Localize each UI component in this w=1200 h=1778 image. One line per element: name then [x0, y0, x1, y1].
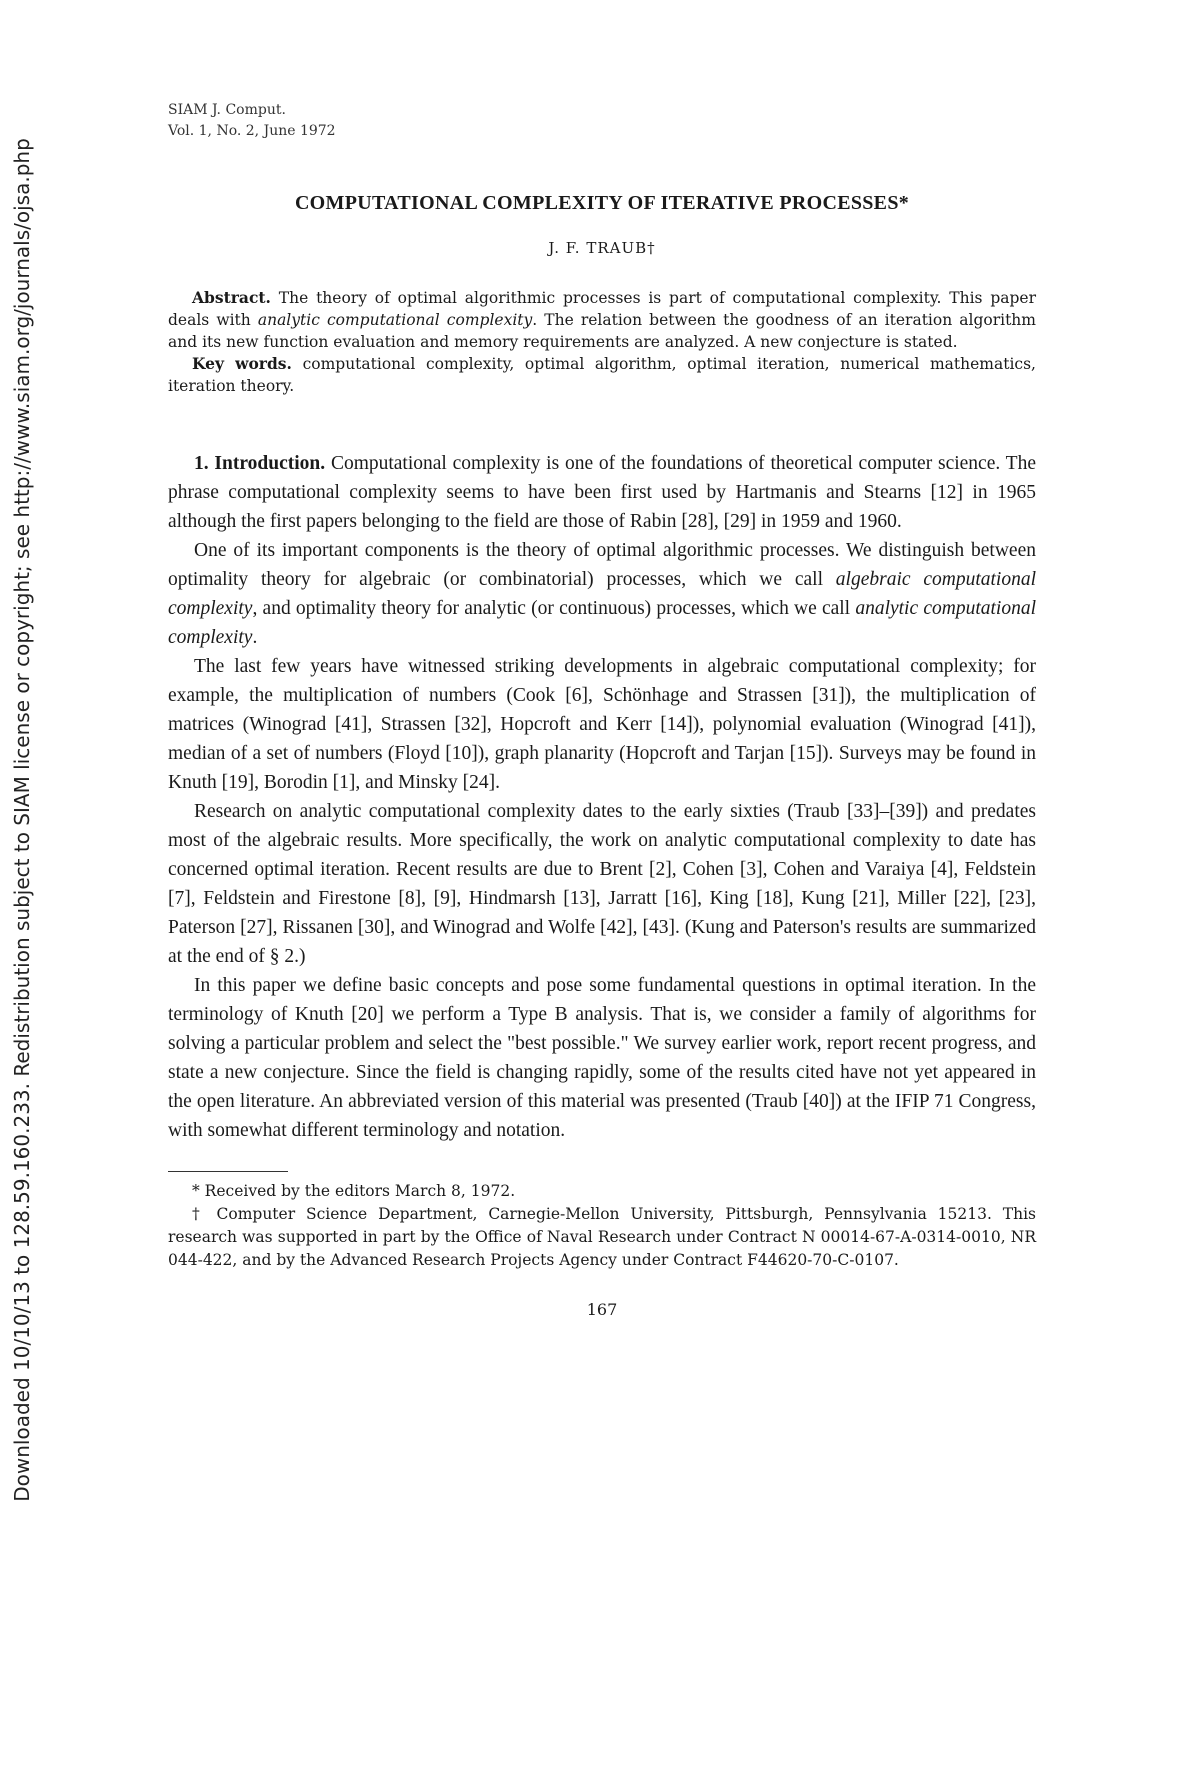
download-notice-text: Downloaded 10/10/13 to 128.59.160.233. Redistribution subject to SIAM license or copyright; see http://www.siam.org/journals/ojsa.php: [10, 138, 35, 1502]
intro-p1-text: Computational complexity is one of the foundations of theoretical computer science. The phrase computational complexity seems to have been first used by Hartmanis and Stearns [12] in 1965 although the first papers belonging to the field are those of Rabin [28], [29] in 1959 and 1960.: [168, 453, 1036, 532]
abstract-text-1: The theory of optimal algorithmic processes is part of computational complexity. This paper deals with: [168, 289, 1036, 329]
abstract-paragraph: [168, 287, 1036, 353]
intro-paragraph-3: The last few years have witnessed striking developments in algebraic computational complexity; for example, the multiplication of numbers (Cook [6], Schönhage and Strassen [31]), the multiplication of matrices (Winograd [41], Strassen [32], Hopcroft and Kerr [14]), polynomial evaluation (Winograd [41]), median of a set of numbers (Floyd [10]), graph planarity (Hopcroft and Tarjan [15]). Surveys may be found in Knuth [19], Borodin [1], and Minsky [24].: [168, 656, 1036, 793]
intro-p2-text-a: One of its important components is the theory of optimal algorithmic processes. We distinguish between optimality theory for algebraic (or combinatorial) processes, which we call: [168, 540, 1036, 590]
keywords-paragraph: [168, 353, 1036, 397]
keywords-text: computational complexity, optimal algorithm, optimal iteration, numerical mathematics, iteration theory.: [168, 355, 1036, 395]
abstract-text-2: . The relation between the goodness of an iteration algorithm and its new function evaluation and memory requirements are analyzed. A new conjecture is stated.: [168, 311, 1036, 351]
footnote-received: * Received by the editors March 8, 1972.: [192, 1182, 516, 1200]
intro-paragraph-5: In this paper we define basic concepts and pose some fundamental questions in optimal iteration. In the terminology of Knuth [20] we perform a Type B analysis. That is, we consider a family of algorithms for solving a particular problem and select the "best possible." We survey earlier work, report recent progress, and state a new conjecture. Since the field is changing rapidly, some of the results cited have not yet appeared in the open literature. An abbreviated version of this material was presented (Traub [40]) at the IFIP 71 Congress, with somewhat different terminology and notation.: [168, 975, 1036, 1141]
abstract-emphasis: analytic computational complexity: [257, 311, 533, 329]
paper-page: [168, 100, 1036, 1319]
download-notice-sidebar: [0, 40, 44, 1600]
intro-p2-emphasis-1: algebraic computational complexity: [168, 569, 1036, 619]
introduction-section: [168, 449, 1036, 1145]
intro-p2-emphasis-2: analytic computational complexity: [168, 598, 1036, 648]
intro-p2-text-b: , and optimality theory for analytic (or continuous) processes, which we call: [252, 598, 851, 619]
footnote-affiliation: † Computer Science Department, Carnegie-Mellon University, Pittsburgh, Pennsylvania 15213. This research was supported in part by the Office of Naval Research under Contract N 00014-67-A-0314-0010, NR 044-422, and by the Advanced Research Projects Agency under Contract F44620-70-C-0107.: [168, 1205, 1036, 1269]
page-number: 167: [586, 1300, 618, 1319]
intro-p2-text-c: .: [252, 627, 258, 648]
journal-name: SIAM J. Comput.: [168, 102, 286, 118]
footnotes: [168, 1180, 1036, 1272]
paper-author: J. F. TRAUB†: [548, 239, 656, 257]
abstract-label: Abstract.: [192, 288, 271, 307]
section-heading: 1. Introduction.: [194, 453, 326, 474]
footnote-divider: [168, 1171, 288, 1172]
intro-paragraph-4: Research on analytic computational complexity dates to the early sixties (Traub [33]–[39]) and predates most of the algebraic results. More specifically, the work on analytic computational complexity to date has concerned optimal iteration. Recent results are due to Brent [2], Cohen [3], Cohen and Varaiya [4], Feldstein [7], Feldstein and Firestone [8], [9], Hindmarsh [13], Jarratt [16], King [18], Kung [21], Miller [22], [23], Paterson [27], Rissanen [30], and Winograd and Wolfe [42], [43]. (Kung and Paterson's results are summarized at the end of § 2.): [168, 801, 1036, 967]
abstract-block: [168, 287, 1036, 397]
keywords-label: Key words.: [192, 354, 292, 373]
journal-header: [168, 100, 1036, 142]
paper-title-text: COMPUTATIONAL COMPLEXITY OF ITERATIVE PROCESSES*: [294, 192, 910, 214]
journal-volume: Vol. 1, No. 2, June 1972: [168, 123, 336, 139]
intro-paragraph-1: [168, 449, 1036, 536]
intro-paragraph-2: [168, 536, 1036, 652]
paper-title: [168, 192, 1036, 215]
